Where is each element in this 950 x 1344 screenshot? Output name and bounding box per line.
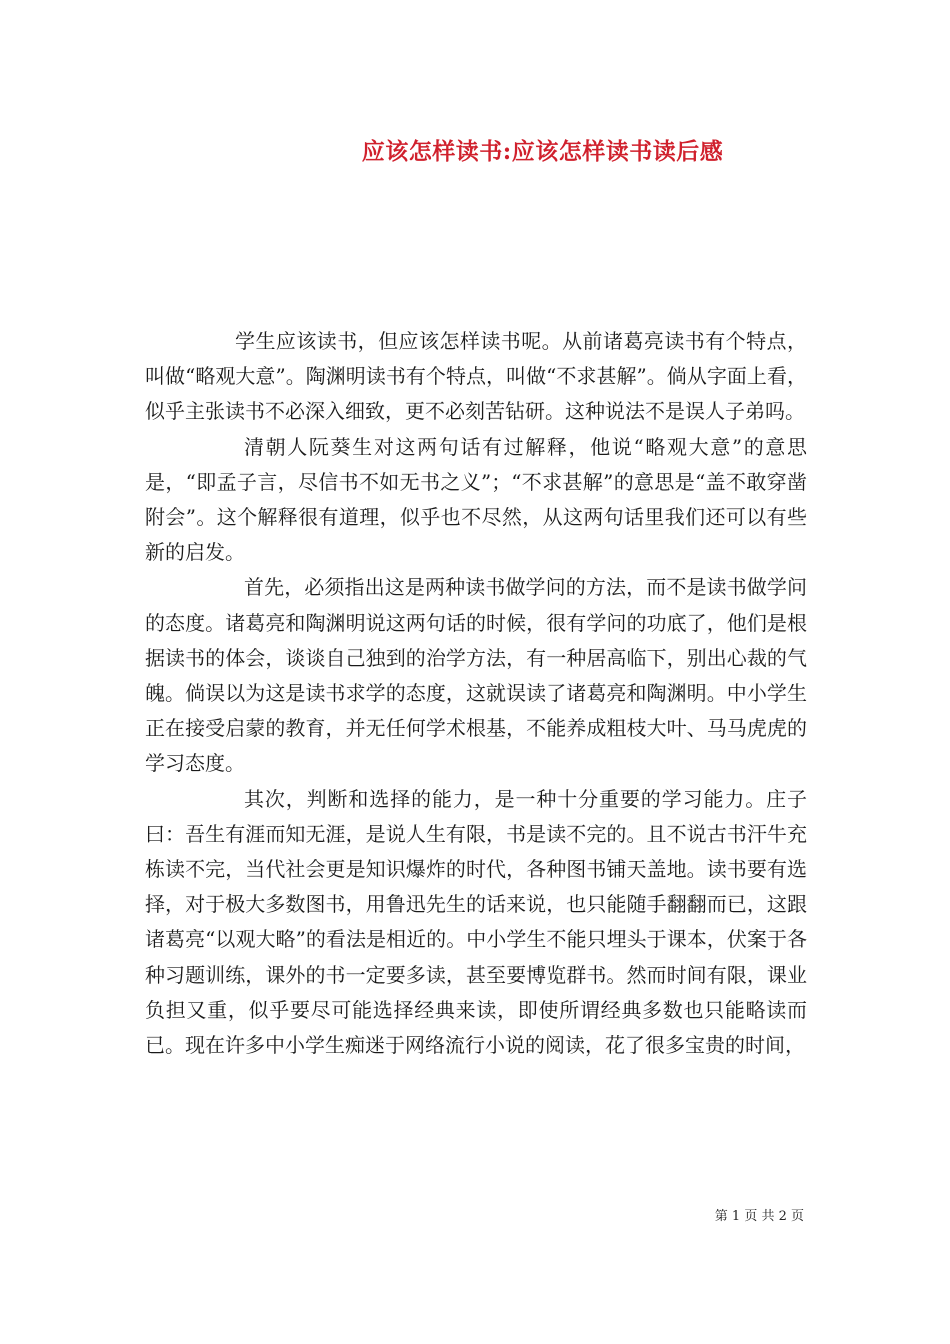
page-footer: 第 1 页 共 2 页 <box>714 1209 804 1224</box>
paragraph-4: 其次，判断和选择的能力，是一种十分重要的学习能力。庄子曰：吾生有涯而知无涯，是说人生有限，书是读不完的。且不说古书汗牛充栋读不完，当代社会更是知识爆炸的时代，各种图书铺天盖地。读书要有选择，对于极大多数图书，用鲁迅先生的话来说，也只能随手翻翻而已，这跟诸葛亮“以观大略”的看法是相近的。中小学生不能只埋头于课本，伏案于各种习题训练，课外的书一定要多读，甚至要博览群书。然而时间有限，课业负担又重，似乎要尽可能选择经典来读，即使所谓经典多数也只能略读而已。现在许多中小学生痴迷于网络流行小说的阅读，花了很多宝贵的时间， <box>145 786 807 1058</box>
document-body <box>145 324 807 1063</box>
paragraph-1: 学生应该读书，但应该怎样读书呢。从前诸葛亮读书有个特点，叫做“略观大意”。陶渊明读书有个特点，叫做“不求甚解”。倘从字面上看，似乎主张读书不必深入细致，更不必刻苦钻研。这种说法不是误人子弟吗。 <box>145 329 807 424</box>
document-title: 应该怎样读书:应该怎样读书读后感 <box>361 138 724 165</box>
paragraph-3: 首先，必须指出这是两种读书做学问的方法，而不是读书做学问的态度。诸葛亮和陶渊明说这两句话的时候，很有学问的功底了，他们是根据读书的体会，谈谈自己独到的治学方法，有一种居高临下，别出心裁的气魄。倘误以为这是读书求学的态度，这就误读了诸葛亮和陶渊明。中小学生正在接受启蒙的教育，并无任何学术根基，不能养成粗枝大叶、马马虎虎的学习态度。 <box>145 575 807 776</box>
paragraph-2: 清朝人阮葵生对这两句话有过解释，他说“略观大意”的意思是，“即孟子言，尽信书不如无书之义”；“不求甚解”的意思是“盖不敢穿凿附会”。这个解释很有道理，似乎也不尽然，从这两句话里我们还可以有些新的启发。 <box>145 434 807 565</box>
